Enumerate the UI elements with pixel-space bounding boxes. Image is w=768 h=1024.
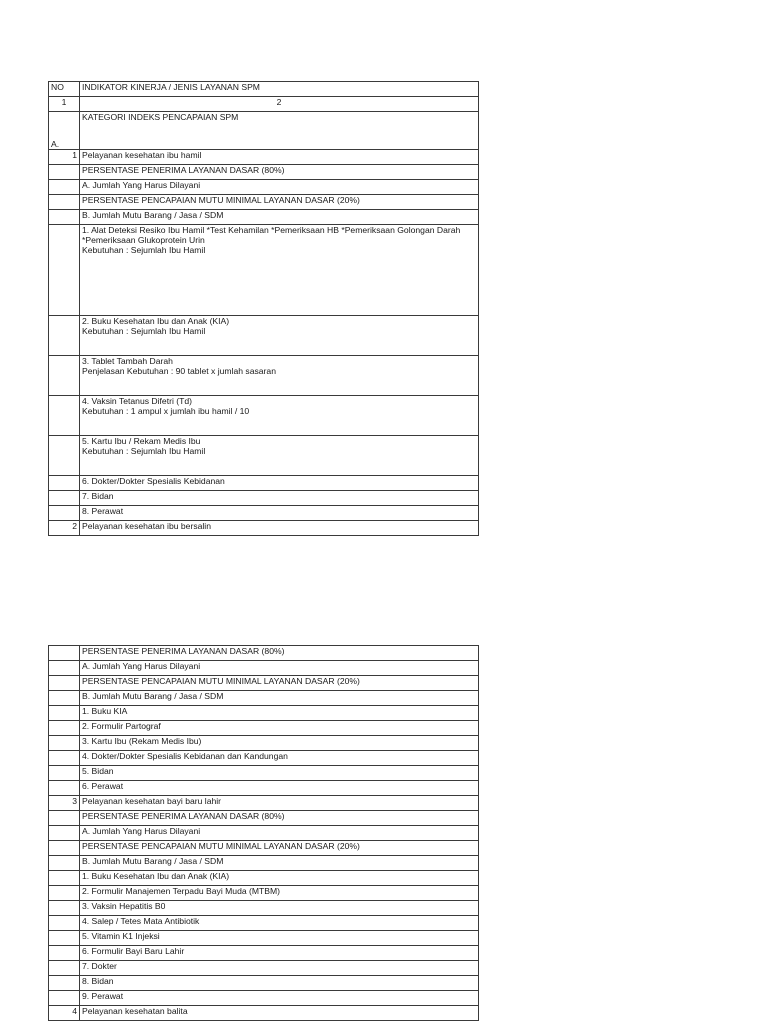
table-row xyxy=(49,916,479,931)
header-indicator: INDIKATOR KINERJA / JENIS LAYANAN SPM xyxy=(80,82,479,97)
row-number xyxy=(49,165,80,180)
row-indicator: 6. Formulir Bayi Baru Lahir xyxy=(80,946,479,961)
table-row xyxy=(49,165,479,180)
row-number xyxy=(49,646,80,661)
table-row xyxy=(49,210,479,225)
table-row xyxy=(49,841,479,856)
category-label: KATEGORI INDEKS PENCAPAIAN SPM xyxy=(80,112,479,150)
table-row xyxy=(49,721,479,736)
row-indicator: 4. Dokter/Dokter Spesialis Kebidanan dan Kandungan xyxy=(80,751,479,766)
row-indicator: 3. Tablet Tambah Darah Penjelasan Kebutuhan : 90 tablet x jumlah sasaran xyxy=(80,356,479,396)
row-indicator: Pelayanan kesehatan bayi baru lahir xyxy=(80,796,479,811)
table-row xyxy=(49,661,479,676)
row-indicator: 7. Bidan xyxy=(80,491,479,506)
row-number: 3 xyxy=(49,796,80,811)
row-number xyxy=(49,356,80,396)
row-indicator: 8. Perawat xyxy=(80,506,479,521)
row-indicator: Pelayanan kesehatan ibu bersalin xyxy=(80,521,479,536)
table-row xyxy=(49,436,479,476)
row-indicator: 5. Vitamin K1 Injeksi xyxy=(80,931,479,946)
table-body xyxy=(49,646,479,1021)
row-indicator: 7. Dokter xyxy=(80,961,479,976)
table-row xyxy=(49,991,479,1006)
row-indicator: PERSENTASE PENERIMA LAYANAN DASAR (80%) xyxy=(80,811,479,826)
row-number xyxy=(49,991,80,1006)
row-number xyxy=(49,931,80,946)
row-number xyxy=(49,676,80,691)
table-row xyxy=(49,931,479,946)
row-indicator: 5. Bidan xyxy=(80,766,479,781)
row-indicator: A. Jumlah Yang Harus Dilayani xyxy=(80,826,479,841)
table-row xyxy=(49,646,479,661)
row-number xyxy=(49,195,80,210)
row-indicator: B. Jumlah Mutu Barang / Jasa / SDM xyxy=(80,691,479,706)
row-number xyxy=(49,506,80,521)
table-body xyxy=(49,82,479,536)
row-number: 4 xyxy=(49,1006,80,1021)
row-number xyxy=(49,946,80,961)
table-row xyxy=(49,676,479,691)
row-number xyxy=(49,916,80,931)
row-number xyxy=(49,491,80,506)
table-row xyxy=(49,946,479,961)
row-number xyxy=(49,871,80,886)
row-number xyxy=(49,856,80,871)
row-number xyxy=(49,886,80,901)
header-no: NO xyxy=(49,82,80,97)
row-number xyxy=(49,976,80,991)
table-row xyxy=(49,871,479,886)
row-indicator: B. Jumlah Mutu Barang / Jasa / SDM xyxy=(80,856,479,871)
row-number xyxy=(49,766,80,781)
table-row xyxy=(49,476,479,491)
table-row xyxy=(49,356,479,396)
row-indicator: B. Jumlah Mutu Barang / Jasa / SDM xyxy=(80,210,479,225)
row-indicator: 8. Bidan xyxy=(80,976,479,991)
row-indicator: A. Jumlah Yang Harus Dilayani xyxy=(80,661,479,676)
row-indicator: A. Jumlah Yang Harus Dilayani xyxy=(80,180,479,195)
table-row xyxy=(49,751,479,766)
table-row xyxy=(49,736,479,751)
row-number xyxy=(49,436,80,476)
row-indicator: PERSENTASE PENCAPAIAN MUTU MINIMAL LAYANAN DASAR (20%) xyxy=(80,676,479,691)
row-indicator: 2. Buku Kesehatan Ibu dan Anak (KIA) Kebutuhan : Sejumlah Ibu Hamil xyxy=(80,316,479,356)
row-indicator: 1. Buku KIA xyxy=(80,706,479,721)
row-indicator: 6. Perawat xyxy=(80,781,479,796)
row-number xyxy=(49,706,80,721)
table-row xyxy=(49,826,479,841)
table-row xyxy=(49,491,479,506)
row-number xyxy=(49,901,80,916)
row-number xyxy=(49,736,80,751)
table-row xyxy=(49,195,479,210)
row-indicator: 5. Kartu Ibu / Rekam Medis Ibu Kebutuhan : Sejumlah Ibu Hamil xyxy=(80,436,479,476)
table-row xyxy=(49,521,479,536)
row-indicator: PERSENTASE PENCAPAIAN MUTU MINIMAL LAYANAN DASAR (20%) xyxy=(80,195,479,210)
table-row xyxy=(49,316,479,356)
table-row xyxy=(49,781,479,796)
row-indicator: PERSENTASE PENERIMA LAYANAN DASAR (80%) xyxy=(80,646,479,661)
row-number xyxy=(49,396,80,436)
row-number xyxy=(49,841,80,856)
row-indicator: Pelayanan kesehatan ibu hamil xyxy=(80,150,479,165)
row-indicator: 1. Alat Deteksi Resiko Ibu Hamil *Test Kehamilan *Pemeriksaan HB *Pemeriksaan Golongan Darah *Pemeriksaan Glukoprotein Urin Kebutuhan : Sejumlah Ibu Hamil xyxy=(80,225,479,316)
row-indicator: 9. Perawat xyxy=(80,991,479,1006)
row-indicator: 4. Salep / Tetes Mata Antibiotik xyxy=(80,916,479,931)
row-indicator: 4. Vaksin Tetanus Difetri (Td) Kebutuhan : 1 ampul x jumlah ibu hamil / 10 xyxy=(80,396,479,436)
row-number xyxy=(49,476,80,491)
row-indicator: Pelayanan kesehatan balita xyxy=(80,1006,479,1021)
column-number-1: 1 xyxy=(49,97,80,112)
row-number xyxy=(49,826,80,841)
table-row xyxy=(49,706,479,721)
numbering-row xyxy=(49,97,479,112)
table-row xyxy=(49,396,479,436)
table-row xyxy=(49,886,479,901)
table-row xyxy=(49,506,479,521)
row-indicator: 3. Vaksin Hepatitis B0 xyxy=(80,901,479,916)
row-number xyxy=(49,721,80,736)
table-row xyxy=(49,691,479,706)
row-number xyxy=(49,751,80,766)
row-number xyxy=(49,210,80,225)
row-indicator: 2. Formulir Partograf xyxy=(80,721,479,736)
table-row xyxy=(49,796,479,811)
row-indicator: 1. Buku Kesehatan Ibu dan Anak (KIA) xyxy=(80,871,479,886)
row-number: 2 xyxy=(49,521,80,536)
row-number: 1 xyxy=(49,150,80,165)
row-number xyxy=(49,811,80,826)
row-number xyxy=(49,225,80,316)
row-indicator: PERSENTASE PENERIMA LAYANAN DASAR (80%) xyxy=(80,165,479,180)
spm-table-1 xyxy=(48,81,479,536)
category-no: A. xyxy=(49,112,80,150)
row-indicator: 3. Kartu Ibu (Rekam Medis Ibu) xyxy=(80,736,479,751)
row-indicator: 6. Dokter/Dokter Spesialis Kebidanan xyxy=(80,476,479,491)
table-row xyxy=(49,180,479,195)
table-row xyxy=(49,811,479,826)
row-number xyxy=(49,961,80,976)
spm-table-2 xyxy=(48,645,479,1021)
table-row xyxy=(49,961,479,976)
table-row xyxy=(49,225,479,316)
category-row xyxy=(49,112,479,150)
table-row xyxy=(49,766,479,781)
table-row xyxy=(49,150,479,165)
row-number xyxy=(49,781,80,796)
row-number xyxy=(49,661,80,676)
row-number xyxy=(49,316,80,356)
table-row xyxy=(49,976,479,991)
table-row xyxy=(49,856,479,871)
row-number xyxy=(49,691,80,706)
header-row xyxy=(49,82,479,97)
column-number-2: 2 xyxy=(80,97,479,112)
table-row xyxy=(49,1006,479,1021)
row-number xyxy=(49,180,80,195)
row-indicator: 2. Formulir Manajemen Terpadu Bayi Muda (MTBM) xyxy=(80,886,479,901)
table-row xyxy=(49,901,479,916)
row-indicator: PERSENTASE PENCAPAIAN MUTU MINIMAL LAYANAN DASAR (20%) xyxy=(80,841,479,856)
